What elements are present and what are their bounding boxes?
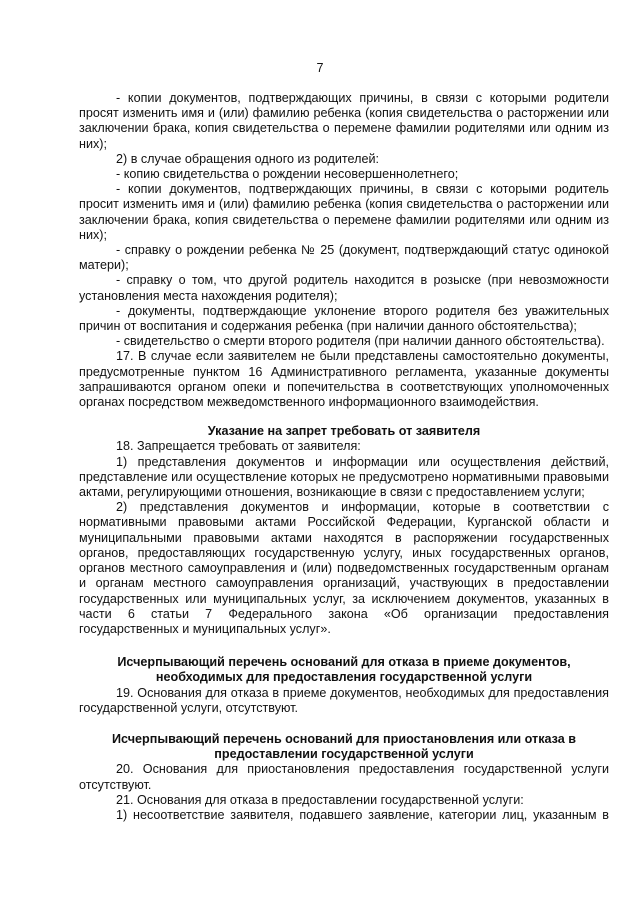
paragraph: 1) представления документов и информации или осуществления действий, представление или осуществление которых не предусмотрено нормативными правовыми актами, регулирующими отношения, возникающие в связи с предоставлением услуги; bbox=[79, 454, 609, 500]
section-heading-line: Исчерпывающий перечень оснований для приостановления или отказа в bbox=[111, 731, 577, 746]
paragraph: 21. Основания для отказа в предоставлении государственной услуги: bbox=[116, 792, 524, 807]
paragraph: 17. В случае если заявителем не были представлены самостоятельно документы, предусмотренные пунктом 16 Административного регламента, указанные документы запрашиваются органом опеки и попечительства в соответствующих уполномоченных органах посредством межведомственного информационного взаимодействия. bbox=[79, 349, 609, 410]
page-number: 7 bbox=[316, 61, 324, 75]
paragraph: 18. Запрещается требовать от заявителя: bbox=[116, 439, 361, 454]
paragraph: - копии документов, подтверждающих причины, в связи с которыми родитель просит изменить имя и (или) фамилию ребенка (копия свидетельства о расторжении или заключении брака, копия свидетельства о перемене фамилии родителями или одним из них); bbox=[79, 182, 609, 242]
paragraph: - свидетельство о смерти второго родителя (при наличии данного обстоятельства). bbox=[116, 334, 605, 349]
paragraph: 1) несоответствие заявителя, подавшего заявление, категории лиц, указанным в bbox=[116, 807, 609, 822]
paragraph: 19. Основания для отказа в приеме документов, необходимых для предоставления государственной услуги, отсутствуют. bbox=[79, 685, 609, 715]
paragraph: - справку о том, что другой родитель находится в розыске (при невозможности установления места нахождения родителя); bbox=[79, 273, 609, 303]
paragraph: - справку о рождении ребенка № 25 (документ, подтверждающий статус одинокой матери); bbox=[79, 243, 609, 273]
section-heading: Указание на запрет требовать от заявителя bbox=[207, 424, 481, 439]
paragraph: 2) в случае обращения одного из родителей: bbox=[116, 151, 380, 166]
section-heading bbox=[79, 732, 609, 762]
section-heading-line: необходимых для предоставления государственной услуги bbox=[155, 670, 533, 685]
paragraph: 20. Основания для приостановления предоставления государственной услуги отсутствуют. bbox=[79, 762, 609, 792]
paragraph: - копию свидетельства о рождении несовершеннолетнего; bbox=[116, 167, 459, 182]
paragraph: - копии документов, подтверждающих причины, в связи с которыми родители просят изменить имя и (или) фамилию ребенка (копия свидетельства о расторжении или заключении брака, копия свидетельства о перемене фамилии родителями или одним из них); bbox=[79, 91, 609, 151]
paragraph: 2) представления документов и информации, которые в соответствии с нормативными правовыми актами Российской Федерации, Курганской области и муниципальными правовыми актами находятся в распоряжении государственных органов, предоставляющих государственную услугу, иных государственных органов, органов местного самоуправления и (или) подведомственных государственным органам и органам местного самоуправления организаций, участвующих в предоставлении государственных или муниципальных услуг, за исключением документов, указанных в части 6 статьи 7 Федерального закона «Об организации предоставления государственных и муниципальных услуг». bbox=[79, 500, 609, 636]
section-heading bbox=[79, 655, 609, 685]
page-body bbox=[79, 91, 609, 823]
paragraph: - документы, подтверждающие уклонение второго родителя без уважительных причин от воспитания и содержания ребенка (при наличии данного обстоятельства); bbox=[79, 303, 609, 334]
section-heading-line: предоставлении государственной услуги bbox=[214, 747, 474, 762]
section-heading-line: Исчерпывающий перечень оснований для отказа в приеме документов, bbox=[117, 655, 571, 670]
